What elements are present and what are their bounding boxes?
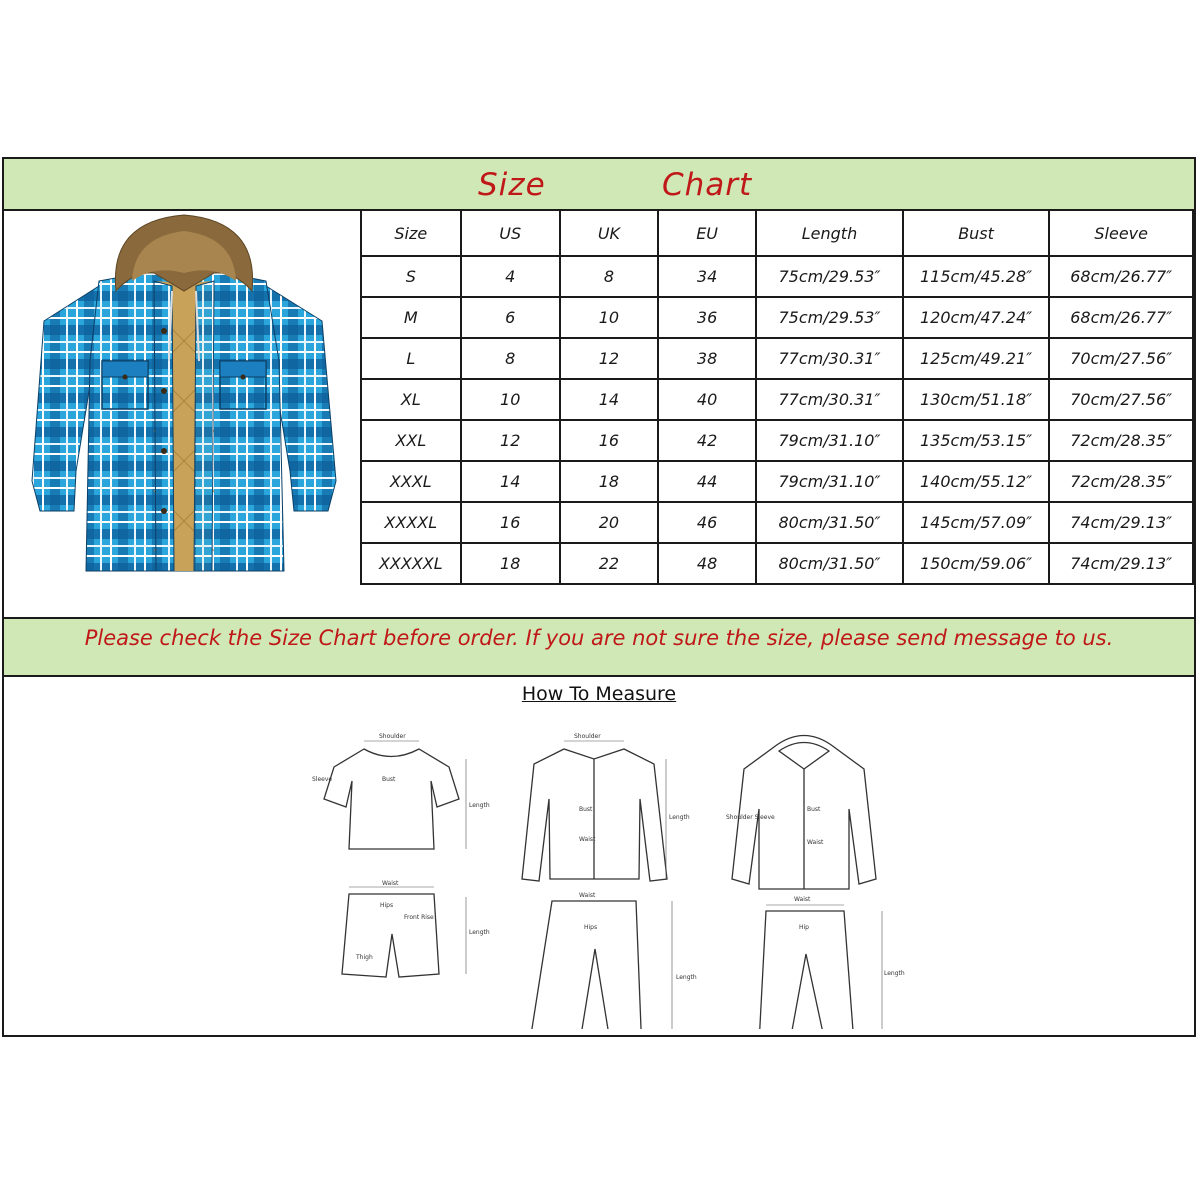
trousers-diagram	[528, 901, 642, 1029]
label-waist-trousers: Waist	[579, 892, 596, 899]
title-band	[4, 159, 1194, 211]
table-cell: 16	[560, 420, 658, 461]
size-table	[360, 209, 1194, 585]
table-cell: 34	[658, 256, 756, 297]
label-length-shorts: Length	[469, 929, 490, 936]
size-chart-card	[2, 157, 1196, 1037]
how-to-measure-label: How To Measure	[521, 683, 677, 705]
label-hip-joggers: Hip	[799, 924, 809, 931]
table-cell: 77cm/30.31″	[756, 338, 903, 379]
table-cell: 4	[461, 256, 560, 297]
table-cell: S	[361, 256, 461, 297]
label-length-joggers: Length	[884, 970, 905, 977]
table-cell: 125cm/49.21″	[903, 338, 1050, 379]
label-bust-shirt: Bust	[579, 806, 593, 813]
table-cell: 80cm/31.50″	[756, 502, 903, 543]
header-cell: Length	[756, 210, 903, 256]
table-row	[361, 461, 1193, 502]
table-cell: 44	[658, 461, 756, 502]
table-cell: 135cm/53.15″	[903, 420, 1050, 461]
table-cell: 72cm/28.35″	[1049, 420, 1193, 461]
table-cell: 77cm/30.31″	[756, 379, 903, 420]
table-cell: 10	[461, 379, 560, 420]
table-cell: 79cm/31.10″	[756, 461, 903, 502]
product-jacket-image	[4, 211, 360, 617]
table-cell: 48	[658, 543, 756, 584]
table-cell: 75cm/29.53″	[756, 256, 903, 297]
label-shoulder-shirt: Shoulder	[574, 733, 601, 740]
table-cell: 20	[560, 502, 658, 543]
label-sleeve: Sleeve	[312, 776, 333, 783]
table-row	[361, 379, 1193, 420]
table-cell: 12	[461, 420, 560, 461]
label-length-trousers: Length	[676, 974, 697, 981]
label-length-shirt: Length	[669, 814, 690, 821]
table-row	[361, 297, 1193, 338]
table-cell: 14	[560, 379, 658, 420]
table-cell: 80cm/31.50″	[756, 543, 903, 584]
table-cell: 42	[658, 420, 756, 461]
table-cell: 79cm/31.10″	[756, 420, 903, 461]
header-cell: US	[461, 210, 560, 256]
table-cell: 68cm/26.77″	[1049, 297, 1193, 338]
label-bust-hoodie: Bust	[807, 806, 821, 813]
table-cell: 150cm/59.06″	[903, 543, 1050, 584]
table-header-row	[361, 210, 1193, 256]
table-cell: 120cm/47.24″	[903, 297, 1050, 338]
header-cell: Bust	[903, 210, 1050, 256]
table-cell: 18	[560, 461, 658, 502]
table-cell: 38	[658, 338, 756, 379]
table-row	[361, 338, 1193, 379]
table-cell: 8	[560, 256, 658, 297]
label-shoulder-sleeve: Shoulder Sleeve	[726, 814, 775, 821]
table-cell: XXXXXL	[361, 543, 461, 584]
table-cell: 14	[461, 461, 560, 502]
header-cell: UK	[560, 210, 658, 256]
table-cell: 74cm/29.13″	[1049, 502, 1193, 543]
table-cell: 145cm/57.09″	[903, 502, 1050, 543]
table-cell: 36	[658, 297, 756, 338]
table-cell: 12	[560, 338, 658, 379]
table-cell: 22	[560, 543, 658, 584]
table-cell: 70cm/27.56″	[1049, 338, 1193, 379]
tshirt-diagram	[324, 749, 459, 849]
table-cell: 46	[658, 502, 756, 543]
table-cell: 72cm/28.35″	[1049, 461, 1193, 502]
table-cell: 40	[658, 379, 756, 420]
table-row	[361, 256, 1193, 297]
notice-band	[4, 617, 1194, 677]
table-cell: 75cm/29.53″	[756, 297, 903, 338]
table-cell: XL	[361, 379, 461, 420]
table-row	[361, 420, 1193, 461]
table-cell: XXL	[361, 420, 461, 461]
table-row	[361, 502, 1193, 543]
measurement-diagrams	[294, 719, 914, 1029]
label-length: Length	[469, 802, 490, 809]
table-cell: 10	[560, 297, 658, 338]
table-cell: L	[361, 338, 461, 379]
order-notice: Please check the Size Chart before order. If you are not sure the size, please send message to us.	[84, 626, 1114, 650]
title-size: Size	[478, 167, 546, 203]
table-cell: XXXL	[361, 461, 461, 502]
table-row	[361, 543, 1193, 584]
label-hips-trousers: Hips	[584, 924, 598, 931]
table-cell: 130cm/51.18″	[903, 379, 1050, 420]
table-cell: 8	[461, 338, 560, 379]
table-cell: XXXXL	[361, 502, 461, 543]
table-cell: 70cm/27.56″	[1049, 379, 1193, 420]
table-cell: 18	[461, 543, 560, 584]
label-hips: Hips	[380, 902, 394, 909]
table-cell: 68cm/26.77″	[1049, 256, 1193, 297]
header-cell: EU	[658, 210, 756, 256]
label-front-rise: Front Rise	[404, 914, 434, 921]
table-cell: 140cm/55.12″	[903, 461, 1050, 502]
how-to-measure-title	[4, 683, 1194, 705]
label-waist-joggers: Waist	[794, 896, 811, 903]
table-cell: 6	[461, 297, 560, 338]
table-cell: 16	[461, 502, 560, 543]
label-waist-hoodie: Waist	[807, 839, 824, 846]
header-cell: Size	[361, 210, 461, 256]
table-cell: M	[361, 297, 461, 338]
label-waist: Waist	[382, 880, 399, 887]
label-waist-shirt: Waist	[579, 836, 596, 843]
table-cell: 74cm/29.13″	[1049, 543, 1193, 584]
table-cell: 115cm/45.28″	[903, 256, 1050, 297]
label-thigh: Thigh	[356, 954, 373, 961]
header-cell: Sleeve	[1049, 210, 1193, 256]
label-bust: Bust	[382, 776, 396, 783]
label-shoulder: Shoulder	[379, 733, 406, 740]
title-chart: Chart	[662, 167, 753, 203]
